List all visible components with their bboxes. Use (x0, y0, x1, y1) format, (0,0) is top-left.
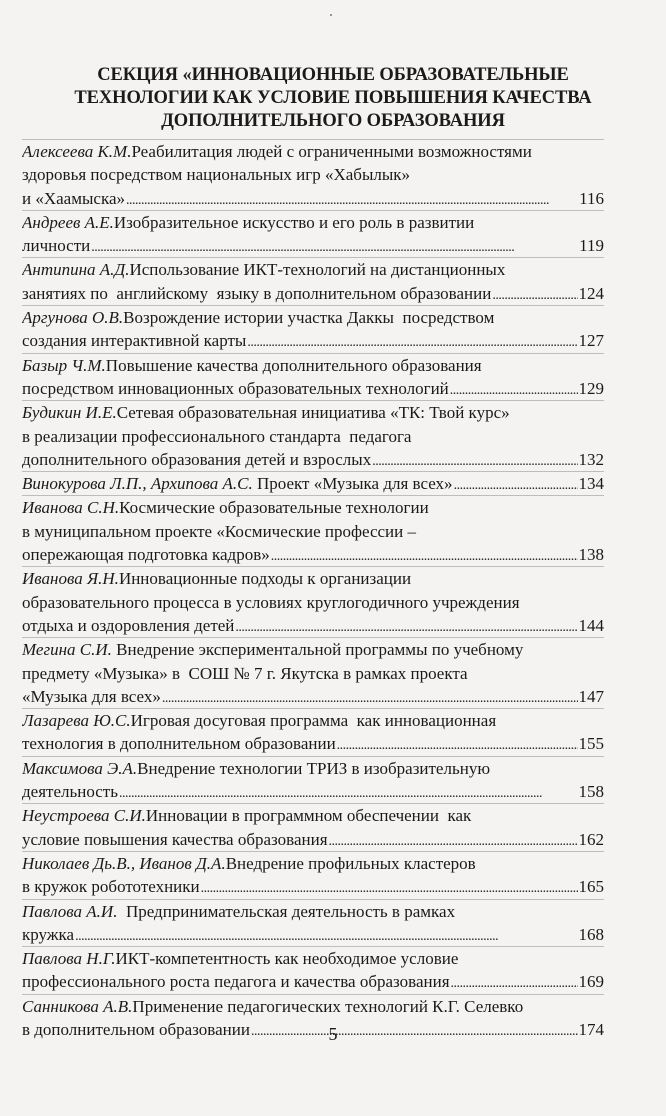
toc-title-text: деятельность (22, 782, 118, 802)
table-of-contents (22, 139, 604, 1041)
toc-page-number: 129 (578, 378, 604, 398)
section-heading (20, 64, 646, 133)
toc-title-text: в реализации профессионального стандарта педагога (22, 426, 412, 446)
toc-entry-line (22, 163, 604, 186)
toc-entry-line (22, 804, 604, 827)
toc-title-text: дополнительного образования детей и взрослых (22, 449, 372, 469)
toc-entry-line (22, 852, 604, 875)
dot-leader (451, 970, 578, 993)
toc-title-text: здоровья посредством национальных игр «Хабылык» (22, 165, 411, 185)
dot-leader (91, 234, 578, 257)
toc-author: Будикин И.Е. (22, 403, 117, 423)
toc-entry-line (22, 685, 604, 708)
toc-author: Мегина С.И. (22, 640, 112, 660)
toc-title-text: кружка (22, 924, 75, 944)
toc-title-text: Предпринимательская деятельность в рамках (117, 901, 456, 921)
toc-title-text: Применение педагогических технологий К.Г. Селевко (132, 996, 524, 1016)
toc-author: Неустроева С.И. (22, 806, 146, 826)
toc-entry-line (22, 543, 604, 566)
toc-title-text: условие повышения качества образования (22, 829, 328, 849)
toc-entry-line (22, 757, 604, 780)
toc-author: Иванова Я.Н. (22, 569, 119, 589)
toc-entry-line (22, 567, 604, 590)
toc-entry-line (22, 900, 604, 923)
toc-entry-line (22, 662, 604, 685)
toc-title-text: Сетевая образовательная инициатива «ТК: Твой курс» (116, 403, 510, 423)
toc-author: Аргунова О.В. (22, 308, 124, 328)
toc-title-text: Повышение качества дополнительного образования (105, 355, 482, 375)
toc-author: Павлова Н.Г. (22, 949, 116, 969)
toc-author: Алексеева К.М. (22, 142, 132, 161)
toc-entry-line (22, 401, 604, 424)
toc-entry (22, 257, 604, 305)
toc-entry (22, 139, 604, 210)
toc-entry-line (22, 377, 604, 400)
toc-entry (22, 471, 604, 495)
toc-author: Базыр Ч.М. (22, 355, 106, 375)
toc-author: Санникова А.В. (22, 996, 133, 1016)
toc-entry (22, 495, 604, 566)
toc-entry-line (22, 425, 604, 448)
speck (330, 14, 332, 16)
toc-title-text: Инновационные подходы к организации (118, 569, 412, 589)
toc-title-text: Космические образовательные технологии (119, 498, 429, 518)
toc-author: Иванова С.Н. (22, 498, 120, 518)
toc-author: Винокурова Л.П., Архипова А.С. (22, 474, 253, 494)
dot-leader (492, 282, 577, 305)
toc-author: Антипина А.Д. (22, 260, 130, 280)
dot-leader (337, 732, 578, 755)
toc-title-text: отдыха и оздоровления детей (22, 615, 235, 635)
toc-title-text: профессионального роста педагога и качества образования (22, 972, 450, 992)
toc-entry-line (22, 709, 604, 732)
toc-page-number: 168 (578, 924, 604, 944)
toc-page-number: 127 (578, 331, 604, 351)
toc-entry-line (22, 448, 604, 471)
toc-title-text: Проект «Музыка для всех» (252, 474, 453, 494)
toc-page-number: 155 (578, 734, 604, 754)
toc-entry-line (22, 234, 604, 257)
toc-title-text: Изобразительное искусство и его роль в развитии (113, 212, 475, 232)
toc-entry-line (22, 140, 604, 163)
toc-entry (22, 851, 604, 899)
toc-entry-line (22, 875, 604, 898)
toc-entry (22, 210, 604, 258)
dot-leader (119, 780, 578, 803)
toc-page-number: 144 (578, 615, 604, 635)
page-number: 5 (328, 1024, 338, 1044)
dot-leader (329, 828, 578, 851)
toc-title-text: Внедрение экспериментальной программы по учебному (111, 640, 524, 660)
dot-leader (372, 448, 577, 471)
toc-page-number: 162 (578, 829, 604, 849)
toc-entry-line (22, 923, 604, 946)
toc-page-number: 174 (578, 1019, 604, 1039)
toc-page-number: 134 (578, 474, 604, 494)
toc-page-number: 132 (578, 449, 604, 469)
toc-title-text: личности (22, 236, 91, 256)
toc-entry (22, 566, 604, 637)
toc-title-text: Игровая досуговая программа как инновационная (130, 711, 497, 731)
toc-page-number: 124 (578, 283, 604, 303)
toc-page-number: 165 (578, 877, 604, 897)
section-heading-line-3: ДОПОЛНИТЕЛЬНОГО ОБРАЗОВАНИЯ (161, 111, 505, 131)
toc-entry-line (22, 211, 604, 234)
dot-leader (454, 472, 578, 495)
dot-leader (235, 614, 577, 637)
toc-entry-line (22, 496, 604, 519)
toc-author: Лазарева Ю.С. (22, 711, 131, 731)
dot-leader (162, 685, 578, 708)
toc-entry-line (22, 187, 604, 210)
toc-title-text: посредством инновационных образовательных технологий (22, 378, 449, 398)
toc-author: Андреев А.Е. (22, 212, 114, 232)
toc-title-text: создания интерактивной карты (22, 331, 247, 351)
toc-title-text: технология в дополнительном образовании (22, 734, 336, 754)
toc-entry-line (22, 520, 604, 543)
dot-leader (271, 543, 578, 566)
toc-title-text: Использование ИКТ-технологий на дистанционных (129, 260, 506, 280)
toc-page-number: 169 (578, 972, 604, 992)
toc-title-text: Возрождение истории участка Даккы посредством (123, 308, 495, 328)
toc-title-text: опережающая подготовка кадров» (22, 545, 270, 565)
dot-leader (450, 377, 578, 400)
toc-entry (22, 708, 604, 756)
dot-leader (247, 329, 577, 352)
toc-title-text: в дополнительном образовании (22, 1019, 250, 1039)
toc-entry (22, 803, 604, 851)
toc-author: Павлова А.И. (22, 901, 118, 921)
toc-entry-line (22, 995, 604, 1018)
toc-entry-line (22, 591, 604, 614)
toc-title-text: «Музыка для всех» (22, 686, 161, 706)
toc-entry (22, 353, 604, 401)
toc-page-number: 138 (578, 545, 604, 565)
toc-entry (22, 637, 604, 708)
toc-title-text: в кружок робототехники (22, 877, 200, 897)
toc-title-text: Реабилитация людей с ограниченными возможностями (131, 142, 532, 161)
toc-entry-line (22, 258, 604, 281)
toc-entry-line (22, 947, 604, 970)
toc-entry-line (22, 306, 604, 329)
dot-leader (75, 923, 577, 946)
toc-author: Николаев Дь.В., Иванов Д.А. (22, 853, 226, 873)
toc-page-number: 147 (578, 686, 604, 706)
toc-entry-line (22, 614, 604, 637)
toc-title-text: Внедрение профильных кластеров (225, 853, 476, 873)
toc-entry-line (22, 329, 604, 352)
toc-entry-line (22, 828, 604, 851)
toc-entry (22, 305, 604, 353)
toc-page-number: 116 (579, 188, 604, 208)
section-heading-line-1: СЕКЦИЯ «ИННОВАЦИОННЫЕ ОБРАЗОВАТЕЛЬНЫЕ (97, 65, 569, 85)
toc-entry (22, 400, 604, 471)
toc-entry (22, 756, 604, 804)
dot-leader (201, 875, 578, 898)
toc-page-number: 158 (578, 782, 604, 802)
toc-title-text: предмету «Музыка» в СОШ № 7 г. Якутска в рамках проекта (22, 663, 468, 683)
toc-entry-line (22, 472, 604, 495)
toc-title-text: и «Хаамыска» (22, 188, 125, 208)
toc-title-text: в муниципальном проекте «Космические профессии – (22, 521, 416, 541)
toc-entry-line (22, 638, 604, 661)
toc-title-text: Инновации в программном обеспечении как (145, 806, 472, 826)
dot-leader (126, 187, 578, 210)
toc-page-number: 119 (579, 236, 604, 256)
section-heading-line-2: ТЕХНОЛОГИИ КАК УСЛОВИЕ ПОВЫШЕНИЯ КАЧЕСТВА (74, 88, 592, 108)
toc-title-text: занятиях по английскому языку в дополнительном образовании (22, 283, 492, 303)
toc-entry-line (22, 780, 604, 803)
toc-entry-line (22, 354, 604, 377)
toc-title-text: образовательного процесса в условиях круглогодичного учреждения (22, 592, 520, 612)
toc-author: Максимова Э.А. (22, 758, 138, 778)
toc-entry (22, 899, 604, 947)
toc-entry-line (22, 282, 604, 305)
toc-entry (22, 946, 604, 994)
toc-title-text: ИКТ-компетентность как необходимое условие (115, 949, 459, 969)
toc-entry-line (22, 970, 604, 993)
toc-entry-line (22, 732, 604, 755)
toc-title-text: Внедрение технологии ТРИЗ в изобразительную (137, 758, 491, 778)
